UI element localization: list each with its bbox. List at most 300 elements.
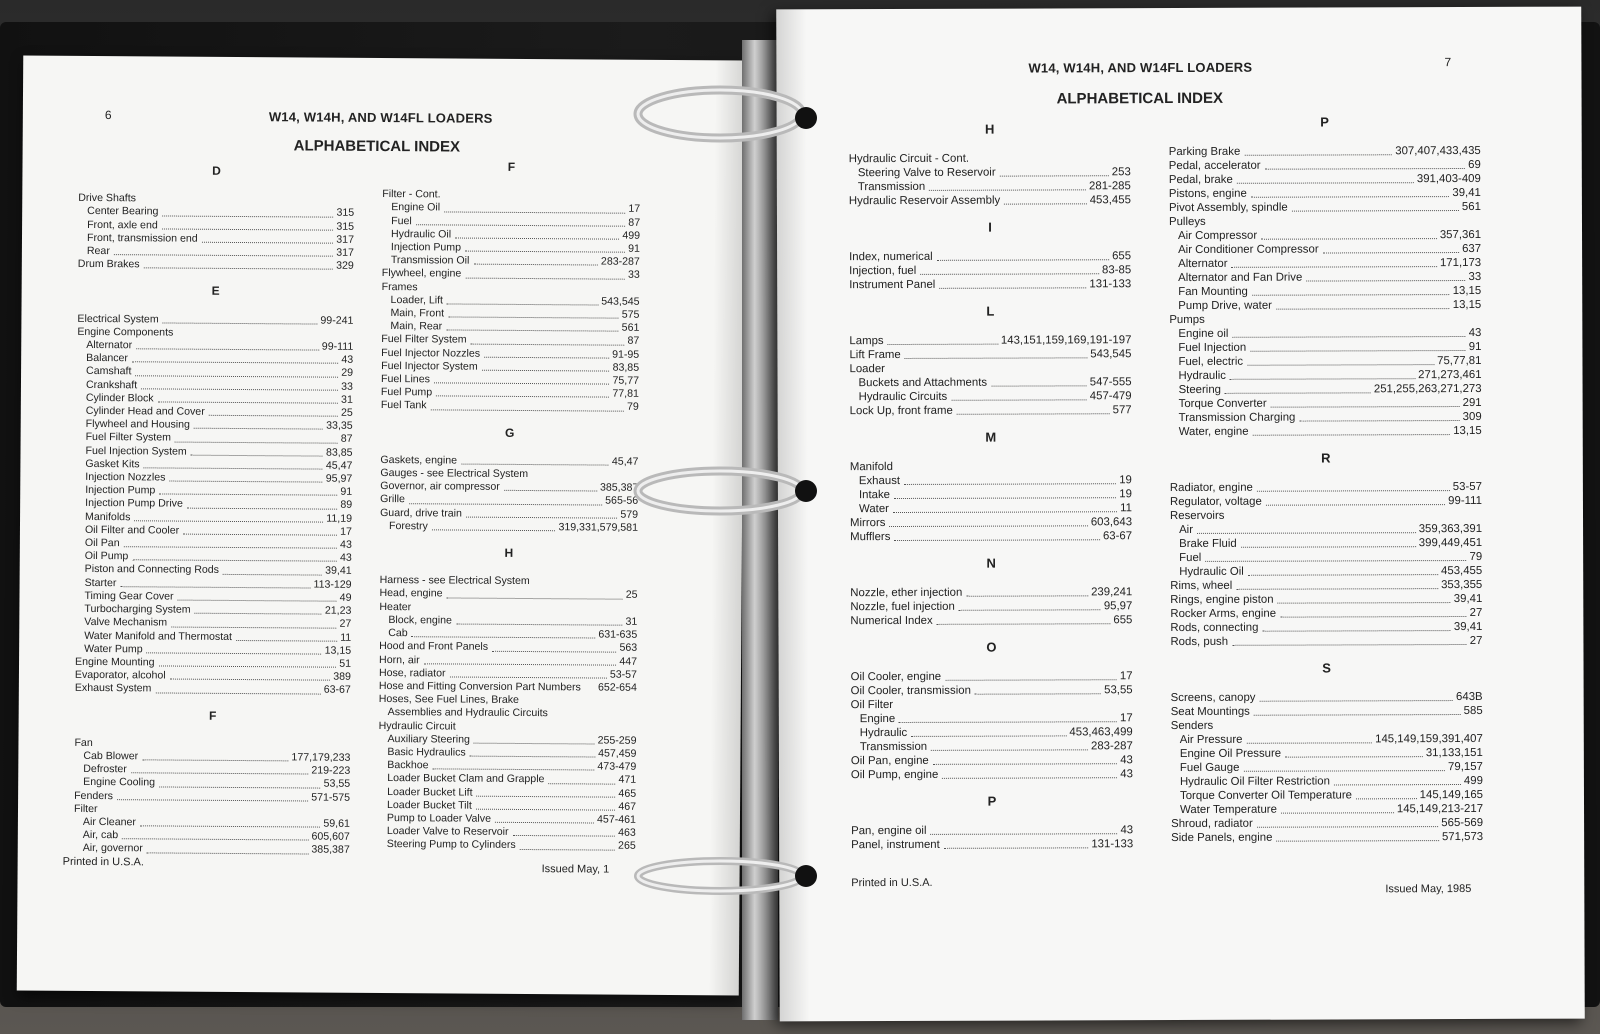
- index-entry-page: 43: [341, 353, 354, 367]
- left-page-number: 6: [104, 108, 112, 123]
- index-leader-dots: [937, 613, 1111, 625]
- index-leader-dots: [178, 590, 337, 601]
- index-entry-label: Cab: [388, 627, 408, 640]
- index-leader-dots: [1248, 564, 1438, 576]
- index-entry: [74, 776, 350, 791]
- index-entry-label: Air, cab: [82, 829, 119, 842]
- index-leader-dots: [1271, 396, 1460, 408]
- index-entry-label: Screens, canopy: [1170, 691, 1256, 705]
- index-leader-dots: [899, 711, 1117, 723]
- index-leader-dots: [482, 361, 610, 372]
- index-entry: [1169, 340, 1481, 355]
- index-entry: [1171, 760, 1483, 775]
- index-entry-page: 453,455: [1089, 194, 1131, 207]
- index-leader-dots: [1334, 774, 1461, 785]
- index-entry-label: Water Pump: [84, 642, 143, 656]
- index-entry-label: Radiator, engine: [1169, 481, 1253, 495]
- index-leader-dots: [1236, 578, 1438, 590]
- index-leader-dots: [147, 843, 309, 854]
- index-entry-page: 17: [340, 525, 352, 538]
- index-leader-dots: [135, 366, 338, 378]
- index-entry-label: Engine: [859, 712, 896, 726]
- index-entry-page: 565-56: [605, 495, 639, 508]
- index-entry-label: Rods, connecting: [1170, 621, 1259, 635]
- index-section-letter: I: [988, 219, 992, 235]
- index-entry-label: Evaporator, alcohol: [74, 668, 166, 682]
- index-entry-label: Transmission Charging: [1178, 411, 1296, 425]
- index-entry-page: 43: [1120, 824, 1134, 837]
- index-leader-dots: [1004, 193, 1087, 204]
- index-entry-label: Block, engine: [388, 613, 452, 627]
- index-entry-label: Hydraulic Oil Filter Restriction: [1179, 775, 1330, 789]
- index-entry: [849, 165, 1131, 180]
- index-entry-label: Parking Brake: [1168, 145, 1241, 159]
- index-entry-label: Panel, instrument: [851, 838, 940, 852]
- index-leader-dots: [937, 249, 1109, 261]
- index-leader-dots: [1262, 620, 1450, 632]
- index-entry-page: 63-67: [323, 683, 351, 697]
- index-leader-dots: [447, 294, 598, 305]
- index-entry-label: Engine Mounting: [74, 655, 155, 669]
- index-leader-dots: [466, 507, 618, 518]
- index-leader-dots: [142, 750, 288, 761]
- index-entry-page: 63-67: [1102, 530, 1133, 543]
- index-leader-dots: [162, 206, 333, 217]
- index-leader-dots: [1261, 228, 1437, 240]
- index-entry-page: 467: [618, 800, 637, 813]
- index-leader-dots: [893, 501, 1117, 513]
- index-entry-label: Front, axle end: [87, 218, 158, 232]
- index-section-letter: N: [986, 555, 996, 571]
- index-entry-page: 219-223: [311, 764, 351, 777]
- index-entry: [78, 258, 354, 273]
- index-entry-page: 53-57: [609, 668, 638, 681]
- index-entry: [1169, 158, 1481, 173]
- index-entry-label: Transmission: [859, 740, 928, 754]
- index-entry: [1170, 522, 1482, 537]
- index-entry: [1171, 732, 1483, 747]
- index-entry-label: Basic Hydraulics: [387, 745, 466, 759]
- index-entry: [1171, 774, 1483, 789]
- index-section-letter: P: [1320, 114, 1329, 130]
- index-entry-label: Pump Drive, water: [1178, 299, 1272, 313]
- index-leader-dots: [889, 515, 1087, 527]
- index-leader-dots: [434, 373, 610, 384]
- index-leader-dots: [416, 215, 626, 227]
- index-leader-dots: [159, 777, 321, 788]
- index-section-letter: F: [507, 159, 516, 174]
- index-entry-page: 17: [1119, 670, 1133, 683]
- index-entry-label: Crankshaft: [85, 378, 138, 391]
- index-entry-label: Alternator: [1178, 257, 1228, 271]
- index-entry-page: 131-133: [1089, 278, 1132, 291]
- index-entry-page: 79: [1469, 550, 1483, 563]
- index-entry-label: Defroster: [83, 763, 127, 776]
- index-entry-label: Fuel Filter System: [85, 431, 172, 444]
- index-entry: [1171, 816, 1483, 831]
- index-entry-page: 27: [339, 618, 352, 631]
- index-entry: [850, 529, 1132, 544]
- index-entry-page: 27: [1469, 634, 1483, 647]
- index-leader-dots: [1205, 550, 1466, 562]
- index-entry-page: 29: [341, 367, 354, 380]
- index-entry-label: Water Manifold and Thermostat: [84, 629, 233, 643]
- index-entry-page: 83,85: [325, 446, 353, 459]
- index-entry: [851, 697, 1133, 712]
- index-entry-page: 319,331,579,581: [558, 521, 639, 534]
- index-leader-dots: [1259, 690, 1453, 702]
- index-entry-label: Oil Filter: [850, 699, 894, 712]
- index-entry-page: 11: [1120, 502, 1133, 515]
- index-entry-label: Pedal, accelerator: [1168, 159, 1261, 173]
- index-entry-label: Main, Rear: [390, 320, 443, 333]
- index-leader-dots: [114, 245, 333, 257]
- index-entry-label: Transmission: [857, 180, 926, 194]
- index-entry: [1171, 704, 1483, 719]
- index-entry-page: 457-461: [597, 813, 636, 826]
- index-leader-dots: [911, 725, 1066, 737]
- index-entry-page: 453,463,499: [1069, 726, 1133, 739]
- index-entry: [1170, 550, 1482, 565]
- index-leader-dots: [920, 263, 1099, 275]
- index-entry-label: Oil Filter and Cooler: [84, 523, 180, 537]
- index-entry-label: Flywheel, engine: [381, 267, 462, 280]
- index-entry-page: 605,607: [311, 830, 350, 843]
- index-entry-page: 171,173: [1439, 256, 1482, 270]
- index-entry-page: 565-569: [1441, 816, 1484, 830]
- index-leader-dots: [1232, 326, 1465, 338]
- index-leader-dots: [461, 454, 609, 465]
- right-index-column-1: [849, 122, 1134, 852]
- index-entry-page: 655: [1112, 250, 1132, 263]
- index-leader-dots: [492, 641, 616, 652]
- index-entry: [1169, 186, 1481, 201]
- index-entry-page: 499: [622, 229, 641, 242]
- index-entry-page: 251,255,263,271,273: [1373, 382, 1482, 396]
- index-entry-label: Oil Pump: [84, 550, 129, 563]
- index-entry-label: Fenders: [74, 789, 114, 802]
- index-entry-label: Manifolds: [85, 510, 131, 523]
- index-entry: [75, 682, 351, 697]
- index-entry-page: 43: [1468, 326, 1482, 339]
- index-entry-label: Hydraulic Circuit: [378, 719, 456, 733]
- index-entry: [1169, 284, 1481, 299]
- index-leader-dots: [1244, 144, 1392, 156]
- index-leader-dots: [1241, 536, 1416, 548]
- index-entry-page: 95,97: [325, 472, 353, 485]
- index-entry-label: Lift Frame: [849, 348, 901, 362]
- index-entry-page: 543,545: [1090, 348, 1132, 361]
- index-entry-page: 307,407,433,435: [1395, 144, 1481, 158]
- index-entry-page: 145,149,213-217: [1396, 802, 1484, 816]
- index-entry-page: 603,643: [1090, 516, 1133, 529]
- index-entry: [378, 838, 636, 853]
- index-entry-page: 33,35: [326, 419, 353, 433]
- index-entry-label: Rings, engine piston: [1170, 593, 1274, 607]
- index-leader-dots: [1252, 284, 1450, 296]
- index-entry-label: Gasket Kits: [85, 457, 140, 471]
- index-entry-page: 43: [339, 551, 352, 565]
- index-entry-page: 329: [336, 259, 354, 273]
- index-leader-dots: [132, 352, 338, 364]
- index-leader-dots: [155, 683, 320, 694]
- index-entry-label: Transmission Oil: [390, 254, 470, 267]
- index-entry-label: Fan: [74, 736, 93, 749]
- index-entry-label: Torque Converter: [1178, 397, 1267, 411]
- index-entry: [850, 515, 1132, 530]
- index-entry-label: Engine Cooling: [83, 776, 156, 789]
- index-entry-page: 561: [621, 321, 640, 335]
- index-entry-page: 99-241: [320, 314, 354, 327]
- index-leader-dots: [436, 387, 609, 398]
- index-entry-label: Hydraulic Reservoir Assembly: [848, 194, 1001, 208]
- index-entry-page: 99-111: [1448, 494, 1482, 508]
- index-entry-page: 83-85: [1101, 264, 1132, 277]
- index-leader-dots: [484, 347, 609, 358]
- index-entry-label: Steering Valve to Reservoir: [857, 166, 996, 180]
- index-entry-label: Pivot Assembly, spindle: [1168, 201, 1288, 215]
- index-entry-page: 91-95: [612, 348, 640, 361]
- index-section-letter: F: [208, 708, 217, 723]
- index-entry-label: Steering: [1178, 383, 1222, 397]
- index-entry: [1169, 326, 1481, 341]
- index-entry-label: Auxiliary Steering: [387, 732, 470, 746]
- index-entry-page: 281-285: [1089, 180, 1131, 193]
- index-leader-dots: [991, 375, 1087, 386]
- index-entry: [1170, 634, 1482, 649]
- index-leader-dots: [548, 774, 615, 785]
- index-entry-label: Shroud, radiator: [1171, 817, 1253, 831]
- index-entry-label: Assemblies and Hydraulic Circuits: [387, 706, 548, 720]
- index-entry-label: Fuel Injector System: [381, 359, 478, 373]
- index-entry-label: Rocker Arms, engine: [1170, 607, 1277, 621]
- index-entry: [850, 389, 1132, 404]
- index-entry: [1169, 270, 1481, 285]
- index-leader-dots: [432, 520, 556, 531]
- index-entry-label: Main, Front: [390, 307, 445, 320]
- index-entry-page: 91: [628, 242, 640, 255]
- index-entry: [850, 403, 1132, 418]
- index-entry: [1171, 718, 1483, 733]
- index-section-letter: R: [1321, 450, 1331, 466]
- index-entry-label: Loader Valve to Reservoir: [386, 825, 509, 839]
- index-entry-label: Manifold: [849, 461, 893, 474]
- index-leader-dots: [136, 339, 319, 350]
- index-entry-label: Timing Gear Cover: [84, 589, 174, 603]
- index-entry-page: 31: [341, 393, 353, 406]
- index-entry: [76, 563, 352, 578]
- index-entry-page: 19: [1119, 474, 1132, 487]
- index-entry: [1169, 298, 1481, 313]
- index-leader-dots: [477, 786, 616, 797]
- index-leader-dots: [465, 268, 625, 279]
- index-entry-label: Drum Brakes: [77, 258, 140, 271]
- index-entry: [1171, 830, 1483, 845]
- index-leader-dots: [202, 233, 334, 244]
- index-entry-page: 317: [336, 246, 354, 259]
- index-entry-label: Grille: [380, 493, 405, 506]
- index-entry-label: Oil Pan: [84, 537, 120, 550]
- index-entry-page: 13,15: [324, 644, 352, 657]
- index-entry-label: Loader: [849, 363, 885, 376]
- index-entry: [1169, 144, 1481, 159]
- index-entry-label: Gauges - see Electrical System: [380, 467, 529, 481]
- index-entry-page: 543,545: [601, 295, 640, 308]
- index-entry: [851, 669, 1133, 684]
- index-entry-page: 45,47: [325, 459, 353, 472]
- index-leader-dots: [476, 799, 616, 810]
- index-entry: [1169, 242, 1481, 257]
- index-entry: [380, 520, 638, 535]
- index-entry-page: 53,55: [1104, 684, 1133, 697]
- index-entry-page: 271,273,461: [1418, 368, 1482, 382]
- index-entry-label: Drive Shafts: [78, 192, 137, 205]
- index-entry-page: 239,241: [1091, 586, 1133, 599]
- index-leader-dots: [1246, 732, 1372, 743]
- index-entry-label: Injection Pump Drive: [85, 497, 183, 511]
- index-leader-dots: [473, 255, 598, 266]
- index-entry: [849, 347, 1131, 362]
- index-entry-label: Fuel, electric: [1178, 355, 1244, 369]
- index-entry: [850, 613, 1132, 628]
- index-entry-label: Turbocharging System: [84, 603, 191, 616]
- index-entry-label: Filter - Cont.: [382, 188, 441, 201]
- index-entry-label: Injection, fuel: [849, 264, 917, 278]
- index-entry-page: 31: [625, 615, 638, 628]
- index-entry-label: Backhoe: [387, 759, 429, 772]
- index-entry-label: Injection Pump: [390, 241, 462, 254]
- index-leader-dots: [474, 733, 595, 744]
- index-entry: [850, 375, 1132, 390]
- index-leader-dots: [1237, 172, 1414, 184]
- index-entry-label: Intake: [858, 489, 890, 502]
- index-entry-label: Air: [1179, 523, 1193, 537]
- index-entry-page: 571,573: [1441, 830, 1484, 844]
- index-entry-label: Balancer: [86, 352, 129, 365]
- index-entry: [1169, 312, 1481, 327]
- index-entry-page: 579: [620, 508, 639, 521]
- index-entry: [851, 837, 1133, 852]
- index-leader-dots: [471, 334, 625, 345]
- binder-ring-middle: [628, 458, 828, 528]
- index-entry-page: 13,15: [1452, 284, 1482, 298]
- index-entry-label: Fan Mounting: [1178, 285, 1248, 299]
- index-entry-label: Front, transmission end: [86, 231, 198, 245]
- index-entry-label: Oil Cooler, engine: [850, 670, 942, 684]
- index-entry-label: Injection Pump: [85, 484, 156, 497]
- index-section-letter: S: [1322, 660, 1331, 676]
- index-leader-dots: [431, 400, 625, 412]
- index-leader-dots: [183, 524, 337, 535]
- index-entry: [1170, 592, 1482, 607]
- index-entry-page: 177,179,233: [291, 751, 351, 764]
- index-entry-label: Exhaust: [858, 474, 901, 488]
- index-entry-label: Pistons, engine: [1168, 187, 1247, 201]
- left-page-title: ALPHABETICAL INDEX: [293, 137, 461, 156]
- index-entry-label: Hydraulic: [859, 726, 908, 740]
- index-entry-page: 39,41: [325, 565, 352, 578]
- index-leader-dots: [433, 759, 595, 770]
- index-entry-label: Fuel Tank: [380, 399, 427, 412]
- index-entry-page: 49: [339, 591, 352, 604]
- index-entry-page: 21,23: [324, 604, 352, 617]
- index-entry-label: Mufflers: [850, 531, 891, 544]
- index-entry: [1170, 508, 1482, 523]
- index-entry-label: Gaskets, engine: [380, 453, 458, 467]
- left-index-column-1: [74, 164, 355, 857]
- index-entry: [1170, 382, 1482, 397]
- index-entry: [849, 333, 1131, 348]
- index-leader-dots: [894, 487, 1116, 499]
- index-entry-label: Cylinder Head and Cover: [85, 404, 205, 418]
- index-leader-dots: [905, 347, 1088, 359]
- index-entry-label: Hydraulic Circuits: [858, 390, 948, 404]
- index-leader-dots: [1250, 340, 1466, 352]
- index-entry-label: Pedal, brake: [1168, 173, 1233, 187]
- index-entry-page: 39,41: [1453, 620, 1483, 634]
- index-entry-label: Loader Bucket Lift: [387, 785, 473, 799]
- index-leader-dots: [933, 753, 1117, 765]
- right-index-column-2: [1169, 115, 1484, 845]
- index-entry-page: 91: [1468, 340, 1482, 353]
- index-entry-page: 385,387: [599, 481, 639, 495]
- index-entry-label: Brake Fluid: [1179, 537, 1237, 551]
- index-leader-dots: [504, 481, 597, 492]
- index-entry-label: Governor, air compressor: [380, 480, 500, 494]
- index-entry: [1170, 480, 1482, 495]
- index-entry-label: Alternator and Fan Drive: [1178, 271, 1303, 285]
- index-entry-label: Index, numerical: [849, 250, 933, 264]
- index-entry-page: 39,41: [1452, 186, 1481, 200]
- index-leader-dots: [455, 228, 619, 239]
- index-leader-dots: [120, 577, 310, 589]
- index-leader-dots: [1280, 606, 1467, 618]
- index-leader-dots: [966, 585, 1088, 596]
- right-page-title: ALPHABETICAL INDEX: [1056, 89, 1223, 108]
- index-entry-page: 53,55: [323, 777, 351, 791]
- index-entry-label: Fuel Injection: [1178, 341, 1247, 355]
- index-entry: [851, 753, 1133, 768]
- index-leader-dots: [1231, 256, 1436, 268]
- index-leader-dots: [171, 617, 336, 628]
- index-entry-page: 357,361: [1439, 228, 1482, 242]
- index-entry: [74, 842, 350, 857]
- index-leader-dots: [1232, 634, 1467, 646]
- index-leader-dots: [175, 432, 338, 443]
- index-leader-dots: [957, 403, 1110, 415]
- index-entry: [851, 767, 1133, 782]
- index-leader-dots: [223, 564, 322, 575]
- index-entry-label: Piston and Connecting Rods: [84, 563, 220, 577]
- index-leader-dots: [449, 667, 606, 678]
- index-entry-label: Filter: [73, 802, 98, 815]
- index-entry-label: Frames: [381, 280, 418, 293]
- index-leader-dots: [1243, 760, 1445, 772]
- index-entry-page: 51: [339, 657, 352, 670]
- index-entry-label: Water Temperature: [1180, 803, 1277, 817]
- index-entry: [850, 459, 1132, 474]
- index-leader-dots: [117, 790, 308, 802]
- index-entry-page: 631-635: [598, 628, 638, 641]
- left-page-header: W14, W14H, AND W14FL LOADERS: [268, 109, 493, 126]
- index-entry-label: Regulator, voltage: [1169, 495, 1262, 509]
- index-leader-dots: [1247, 354, 1434, 366]
- index-leader-dots: [447, 588, 623, 599]
- index-leader-dots: [140, 816, 321, 827]
- index-leader-dots: [169, 472, 322, 483]
- binder-ring-bottom: [628, 848, 828, 908]
- index-entry-label: Rods, push: [1170, 635, 1229, 649]
